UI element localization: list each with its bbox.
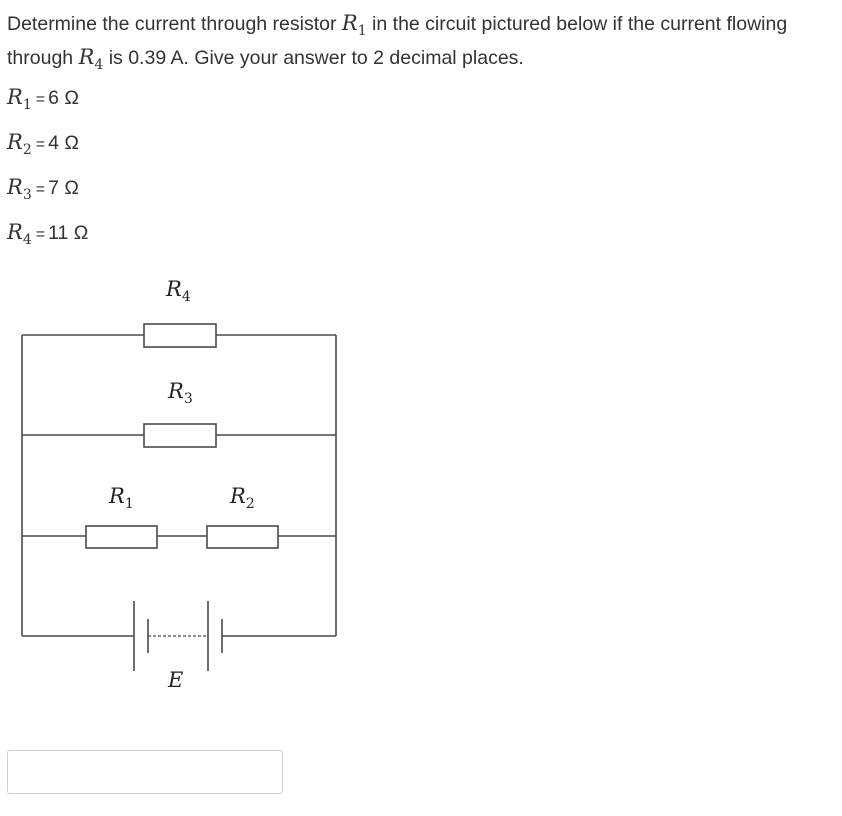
value-symbol: R [7,130,23,154]
question-r4-symbol: R [78,45,95,69]
label-r2: R2 [230,484,255,512]
value-text: 4 Ω [48,132,79,154]
battery-branch [22,601,336,671]
value-subscript: 3 [22,187,32,203]
equals-sign: = [35,181,46,198]
value-subscript: 1 [22,97,32,113]
answer-input[interactable] [7,750,283,794]
question-part-2: in the circuit pictured below if the current flowing through [7,13,788,69]
r4-branch [22,324,336,347]
question-r1-symbol: R [341,11,358,35]
r3-branch [22,424,336,447]
equals-sign: = [35,136,46,153]
value-text: 11 Ω [48,222,89,244]
label-r1: R1 [109,484,134,512]
value-symbol: R [7,175,23,199]
r1-r2-branch [22,526,336,548]
equals-sign: = [35,91,46,108]
value-symbol: R [7,85,23,109]
question-r1-subscript: 1 [357,23,367,39]
resistor-r4 [144,324,216,347]
resistor-r2 [207,526,278,548]
label-battery: E [168,668,184,692]
value-subscript: 2 [22,142,32,158]
label-r3: R3 [168,379,193,407]
question-part-1: Determine the current through resistor [7,13,342,35]
resistor-r3 [144,424,216,447]
question-part-3: is 0.39 A. Give your answer to 2 decimal places. [103,47,524,69]
value-symbol: R [7,220,23,244]
question-r4-subscript: 4 [94,57,104,73]
value-subscript: 4 [22,232,32,248]
value-text: 6 Ω [48,87,79,109]
equals-sign: = [35,226,46,243]
label-r4: R4 [166,277,191,305]
value-text: 7 Ω [48,177,79,199]
resistor-r1 [86,526,157,548]
